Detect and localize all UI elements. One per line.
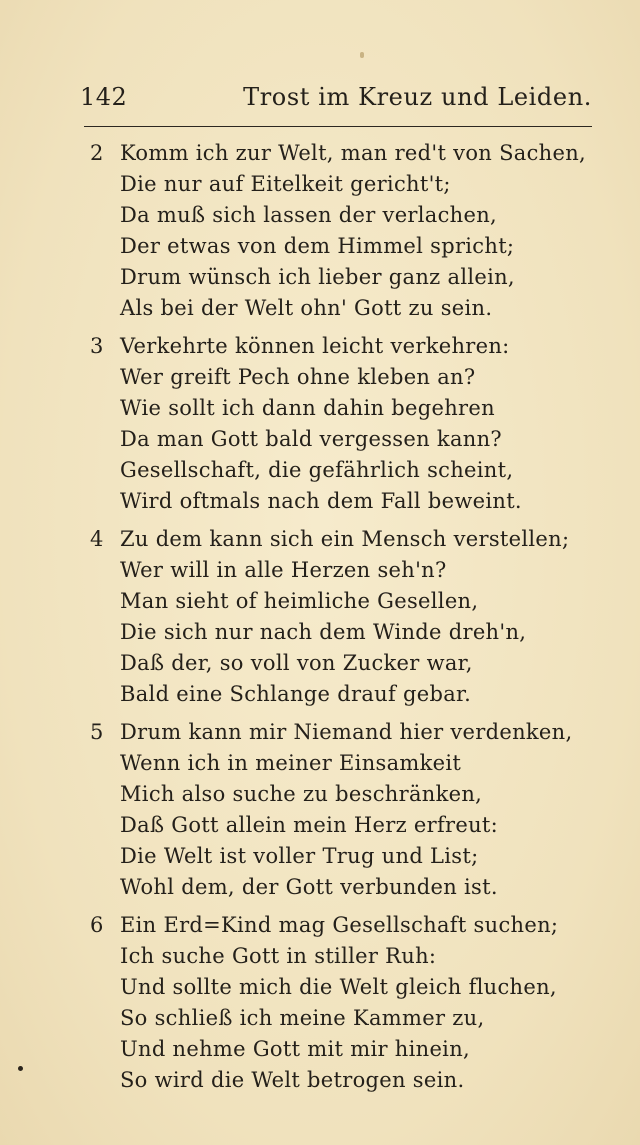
verse-line: Die nur auf Eitelkeit gericht't; [120, 172, 451, 196]
verse-line: Wer will in alle Herzen seh'n? [120, 558, 447, 582]
verse-line: Drum wünsch ich lieber ganz allein, [120, 265, 515, 289]
verse-line: Wer greift Pech ohne kleben an? [120, 365, 476, 389]
verse-line: Drum kann mir Niemand hier verdenken, [120, 720, 573, 744]
stanza-number: 6 [90, 913, 104, 937]
stanza [90, 138, 610, 324]
verse-line: So wird die Welt betrogen sein. [120, 1068, 465, 1092]
verse-line: Komm ich zur Welt, man red't von Sachen, [120, 141, 587, 165]
verse-line: Wird oftmals nach dem Fall beweint. [120, 489, 522, 513]
verse-line: So schließ ich meine Kammer zu, [120, 1006, 485, 1030]
verse-line: Ein Erd=Kind mag Gesellschaft suchen; [120, 913, 559, 937]
verse-line: Daß Gott allein mein Herz erfreut: [120, 813, 499, 837]
verse-line: Und nehme Gott mit mir hinein, [120, 1037, 471, 1061]
stanza [90, 717, 610, 903]
verse-line: Ich suche Gott in stiller Ruh: [120, 944, 437, 968]
stanza [90, 524, 610, 710]
verse-line: Wenn ich in meiner Einsamkeit [120, 751, 462, 775]
stanza [90, 910, 610, 1096]
verse-line: Wohl dem, der Gott verbunden ist. [120, 875, 498, 899]
stanza-number: 3 [90, 334, 104, 358]
verse-line: Man sieht of heimliche Gesellen, [120, 589, 479, 613]
header-rule [84, 126, 592, 127]
verse-line: Daß der, so voll von Zucker war, [120, 651, 473, 675]
hymn-text [90, 138, 610, 1103]
verse-line: Zu dem kann sich ein Mensch verstellen; [120, 527, 570, 551]
stanza-number: 5 [90, 720, 104, 744]
ink-speck [360, 52, 364, 58]
stanza [90, 331, 610, 517]
verse-line: Und sollte mich die Welt gleich fluchen, [120, 975, 557, 999]
verse-line: Verkehrte können leicht verkehren: [120, 334, 510, 358]
page-number: 142 [80, 83, 128, 111]
verse-line: Bald eine Schlange drauf gebar. [120, 682, 472, 706]
verse-line: Gesellschaft, die gefährlich scheint, [120, 458, 514, 482]
verse-line: Der etwas von dem Himmel spricht; [120, 234, 515, 258]
verse-line: Da muß sich lassen der verlachen, [120, 203, 498, 227]
verse-line: Die Welt ist voller Trug und List; [120, 844, 479, 868]
verse-line: Die sich nur nach dem Winde dreh'n, [120, 620, 527, 644]
running-title: Trost im Kreuz und Leiden. [243, 83, 592, 111]
ink-speck [18, 1066, 23, 1071]
verse-line: Wie sollt ich dann dahin begehren [120, 396, 495, 420]
verse-line: Als bei der Welt ohn' Gott zu sein. [120, 296, 493, 320]
page-header [80, 80, 592, 116]
verse-line: Da man Gott bald vergessen kann? [120, 427, 502, 451]
verse-line: Mich also suche zu beschränken, [120, 782, 483, 806]
stanza-number: 4 [90, 527, 104, 551]
stanza-number: 2 [90, 141, 104, 165]
